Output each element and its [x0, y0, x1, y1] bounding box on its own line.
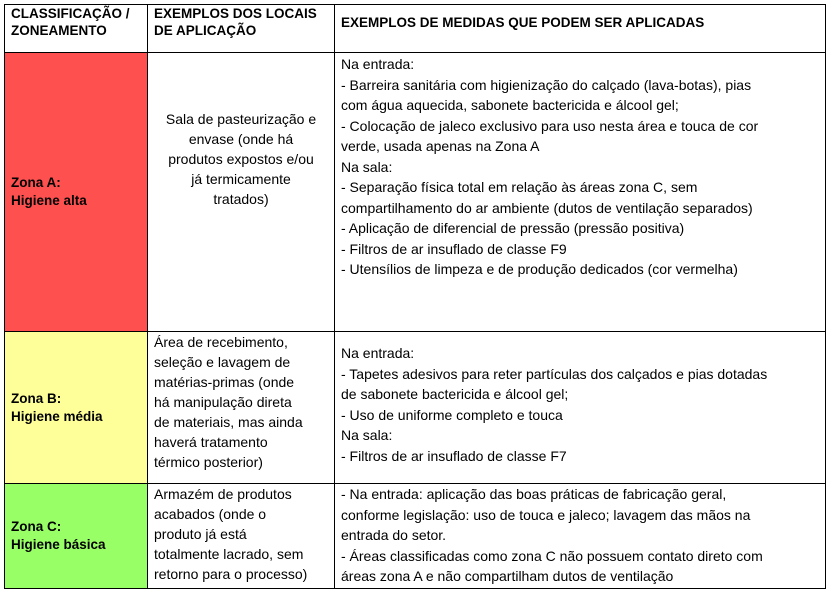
zoning-table — [4, 4, 826, 589]
zone-c-medida-line: - Na entrada: aplicação das boas práticas de fabricação geral, — [341, 486, 727, 502]
zone-b-cell — [5, 332, 148, 484]
zone-c-medida-line: conforme legislação: uso de touca e jaleco; lavagem das mãos na — [341, 506, 751, 523]
header-medidas: EXEMPLOS DE MEDIDAS QUE PODEM SER APLICADAS — [335, 5, 826, 53]
zone-b-label: Zona B: — [11, 390, 62, 406]
zone-b-medida-line: - Tapetes adesivos para reter partículas dos calçados e pias dotadas — [341, 365, 768, 382]
zone-c-local-line: acabados (onde o — [154, 506, 267, 522]
zone-a-label: Zona A: — [11, 175, 61, 190]
table-row-zona-b — [5, 332, 826, 484]
zone-c-medidas — [335, 484, 826, 589]
zone-a-medida-line: - Filtros de ar insuflado de classe F9 — [341, 240, 567, 257]
zone-a-medida-line: - Colocação de jaleco exclusivo para uso nesta área e touca de cor — [341, 117, 759, 134]
zone-b-locais — [148, 332, 335, 484]
zone-a-local-line: envase (onde há — [188, 131, 294, 147]
zone-b-local-line: térmico posterior) — [154, 454, 263, 470]
zone-c-medida-line: áreas zona A e não compartilham dutos de ventilação — [341, 568, 674, 584]
zone-b-medida-line: Na entrada: — [341, 345, 415, 361]
zone-c-local-line: totalmente lacrado, sem — [154, 546, 304, 562]
zone-b-medida-line: - Uso de uniforme completo e touca — [341, 406, 563, 423]
zone-a-level: Higiene alta — [11, 193, 87, 208]
zone-b-local-line: haverá tratamento — [154, 434, 268, 450]
zone-a-medida-line: - Utensílios de limpeza e de produção dedicados (cor vermelha) — [341, 261, 738, 277]
zone-a-medida-line: - Aplicação de diferencial de pressão (pressão positiva) — [341, 220, 685, 236]
zone-c-label: Zona C: — [11, 519, 62, 534]
zone-a-local-line: produtos expostos e/ou — [168, 151, 314, 167]
zone-b-local-line: matérias-primas (onde — [154, 374, 295, 390]
zone-a-local-line: já termicamente — [191, 171, 291, 187]
table-row-zona-c — [5, 484, 826, 589]
zone-b-local-line: há manipulação direta — [154, 394, 292, 410]
zone-b-medida-line: de sabonete bactericida e álcool gel; — [341, 386, 569, 402]
header-locais-line-2: DE APLICAÇÃO — [154, 23, 257, 38]
zone-c-local-line: produto já está — [154, 526, 247, 542]
zone-b-local-line: de materiais, mas ainda — [154, 414, 303, 430]
zone-a-medida-line: Na sala: — [341, 158, 393, 175]
zone-b-local-line: Área de recebimento, — [154, 334, 288, 350]
header-classificacao-line-2: ZONEAMENTO — [11, 23, 107, 38]
zone-a-medida-line: - Separação física total em relação às áreas zona C, sem — [341, 179, 698, 195]
zone-c-medida-line: - Áreas classificadas como zona C não possuem contato direto com — [341, 547, 763, 564]
header-row — [5, 5, 826, 53]
zone-a-medida-line: - Barreira sanitária com higienização do calçado (lava-botas), pias — [341, 76, 752, 93]
table-row-zona-a — [5, 53, 826, 332]
zone-c-level: Higiene básica — [11, 537, 106, 552]
zone-b-medida-line: Na sala: — [341, 427, 393, 443]
zone-b-medidas — [335, 332, 826, 484]
zone-a-medidas — [335, 53, 826, 332]
zone-c-local-line: retorno para o processo) — [154, 566, 308, 582]
zone-a-cell — [5, 53, 148, 332]
zone-c-cell — [5, 484, 148, 589]
zone-a-medida-line: com água aquecida, sabonete bactericida e álcool gel; — [341, 97, 679, 113]
zone-b-medida-line: - Filtros de ar insuflado de classe F7 — [341, 447, 567, 464]
zone-a-medida-line: Na entrada: — [341, 56, 415, 72]
zone-a-locais — [148, 53, 335, 332]
zone-a-medida-line: verde, usada apenas na Zona A — [341, 138, 540, 154]
zone-a-local-line: Sala de pasteurização e — [165, 111, 317, 127]
header-classificacao-line-1: CLASSIFICAÇÃO / — [11, 6, 130, 21]
zone-b-level: Higiene média — [11, 408, 103, 424]
header-locais-line-1: EXEMPLOS DOS LOCAIS — [154, 6, 317, 21]
header-classificacao — [5, 5, 148, 53]
zone-c-locais — [148, 484, 335, 589]
zone-c-medida-line: entrada do setor. — [341, 527, 447, 543]
zone-a-medida-line: compartilhamento do ar ambiente (dutos de ventilação separados) — [341, 199, 753, 216]
zone-a-local-line: tratados) — [213, 191, 269, 207]
zone-c-local-line: Armazém de produtos — [154, 486, 292, 502]
header-locais — [148, 5, 335, 53]
zone-b-local-line: seleção e lavagem de — [154, 354, 291, 370]
